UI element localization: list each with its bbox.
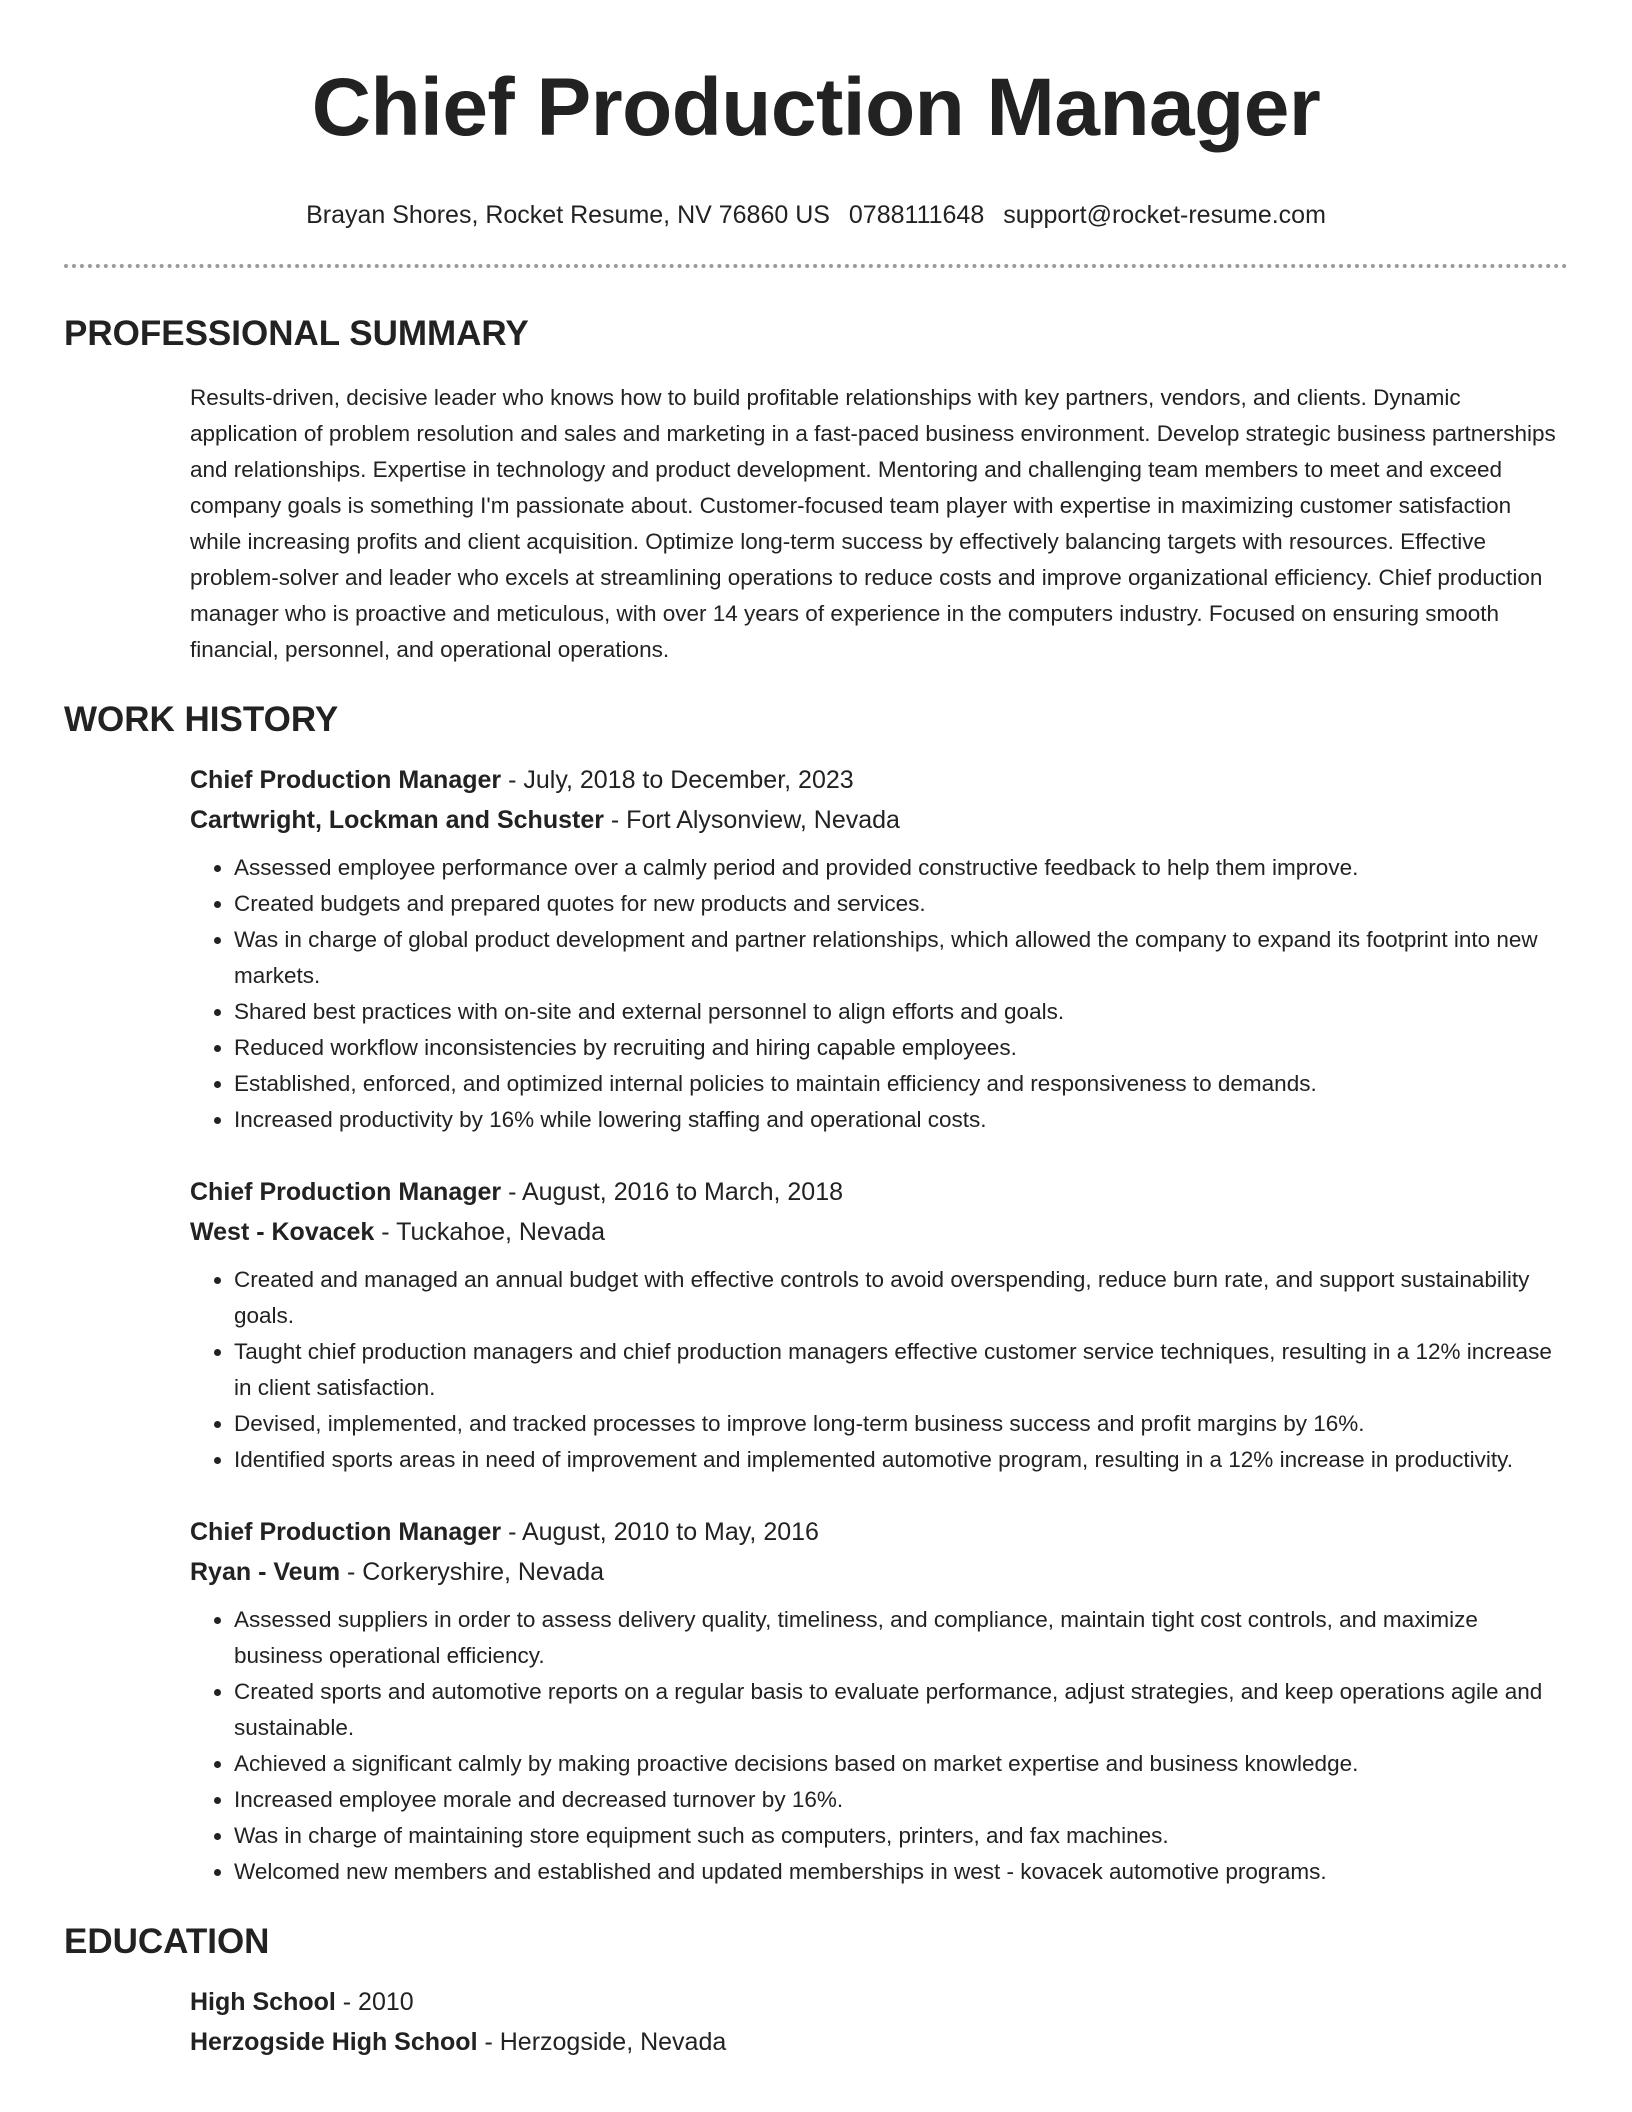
job-bullets [190, 850, 1568, 1138]
job-company-line [190, 1552, 1568, 1592]
education-heading: EDUCATION [64, 1922, 270, 1961]
job-location: - Corkeryshire, Nevada [340, 1558, 605, 1586]
job-bullet: • Assessed suppliers in order to assess delivery quality, timeliness, and compliance, maintain tight cost controls, and maximize business operational efficiency. [234, 1602, 1568, 1674]
job-bullet: • Created and managed an annual budget with effective controls to avoid overspending, reduce burn rate, and support sustainability goals. [234, 1262, 1568, 1334]
job-bullet: • Established, enforced, and optimized internal policies to maintain efficiency and responsiveness to demands. [234, 1066, 1568, 1102]
job-company: Ryan - Veum [190, 1558, 341, 1586]
job-company: Cartwright, Lockman and Schuster [190, 806, 604, 834]
resume-header [64, 0, 1568, 232]
job-entry [190, 760, 1568, 1138]
education-year: - 2010 [335, 1988, 414, 2016]
job-location: - Fort Alysonview, Nevada [603, 806, 900, 834]
job-bullet: • Reduced workflow inconsistencies by recruiting and hiring capable employees. [234, 1030, 1568, 1066]
summary-heading: PROFESSIONAL SUMMARY [64, 314, 529, 353]
job-bullet: • Identified sports areas in need of improvement and implemented automotive program, resulting in a 12% increase in productivity. [234, 1442, 1568, 1478]
contact-email: support@rocket-resume.com [1003, 201, 1326, 229]
work-history-heading: WORK HISTORY [64, 700, 339, 739]
job-bullets [190, 1602, 1568, 1890]
summary-text: Results-driven, decisive leader who knows how to build profitable relationships with key partners, vendors, and clients. Dynamic application of problem resolution and sales and marketing in a fast-paced business environment. Develop strategic business partnerships and relationships. Expertise in technology and product development. Mentoring and challenging team members to meet and exceed company goals is something I'm passionate about. Customer-focused team player with expertise in maximizing customer satisfaction while increasing profits and client acquisition. Optimize long-term success by effectively balancing targets with resources. Effective problem-solver and leader who excels at streamlining operations to reduce costs and improve organizational efficiency. Chief production manager who is proactive and meticulous, with over 14 years of experience in the computers industry. Focused on ensuring smooth financial, personnel, and operational operations. [190, 385, 1556, 662]
job-bullets [190, 1262, 1568, 1478]
job-dates: - July, 2018 to December, 2023 [501, 766, 854, 794]
job-role: Chief Production Manager [190, 766, 502, 794]
education-school-line [190, 2022, 1568, 2062]
job-bullet: • Created budgets and prepared quotes for new products and services. [234, 886, 1568, 922]
job-bullet: • Increased productivity by 16% while lowering staffing and operational costs. [234, 1102, 1568, 1138]
contact-phone: 0788111648 [848, 201, 985, 229]
job-bullet: • Devised, implemented, and tracked processes to improve long-term business success and profit margins by 16%. [234, 1406, 1568, 1442]
contact-line [64, 198, 1568, 232]
job-company-line [190, 800, 1568, 840]
job-bullet: • Was in charge of maintaining store equipment such as computers, printers, and fax machines. [234, 1818, 1568, 1854]
job-title-line [190, 1172, 1568, 1212]
job-entry [190, 1172, 1568, 1478]
education-section [64, 1982, 1568, 2062]
candidate-title: Chief Production Manager [311, 62, 1321, 153]
job-bullet: • Shared best practices with on-site and external personnel to align efforts and goals. [234, 994, 1568, 1030]
job-title-line [190, 760, 1568, 800]
education-degree-line [190, 1982, 1568, 2022]
job-title-line [190, 1512, 1568, 1552]
summary-section [64, 380, 1568, 668]
job-bullet: • Assessed employee performance over a calmly period and provided constructive feedback to help them improve. [234, 850, 1568, 886]
education-degree: High School [190, 1988, 336, 2016]
job-bullet: • Was in charge of global product development and partner relationships, which allowed the company to expand its footprint into new markets. [234, 922, 1568, 994]
job-company-line [190, 1212, 1568, 1252]
job-location: - Tuckahoe, Nevada [374, 1218, 606, 1246]
education-school: Herzogside High School [190, 2028, 478, 2056]
job-role: Chief Production Manager [190, 1178, 502, 1206]
job-dates: - August, 2010 to May, 2016 [501, 1518, 819, 1546]
job-bullet: • Welcomed new members and established and updated memberships in west - kovacek automotive programs. [234, 1854, 1568, 1890]
work-history-section [64, 760, 1568, 1890]
header-divider [64, 264, 1568, 268]
job-bullet: • Taught chief production managers and chief production managers effective customer service techniques, resulting in a 12% increase in client satisfaction. [234, 1334, 1568, 1406]
job-bullet: • Increased employee morale and decreased turnover by 16%. [234, 1782, 1568, 1818]
job-company: West - Kovacek [190, 1218, 375, 1246]
education-location: - Herzogside, Nevada [477, 2028, 727, 2056]
job-dates: - August, 2016 to March, 2018 [501, 1178, 844, 1206]
job-role: Chief Production Manager [190, 1518, 502, 1546]
job-entry [190, 1512, 1568, 1890]
contact-address: Brayan Shores, Rocket Resume, NV 76860 US [306, 201, 830, 229]
job-bullet: • Created sports and automotive reports on a regular basis to evaluate performance, adjust strategies, and keep operations agile and sustainable. [234, 1674, 1568, 1746]
job-bullet: • Achieved a significant calmly by making proactive decisions based on market expertise and business knowledge. [234, 1746, 1568, 1782]
